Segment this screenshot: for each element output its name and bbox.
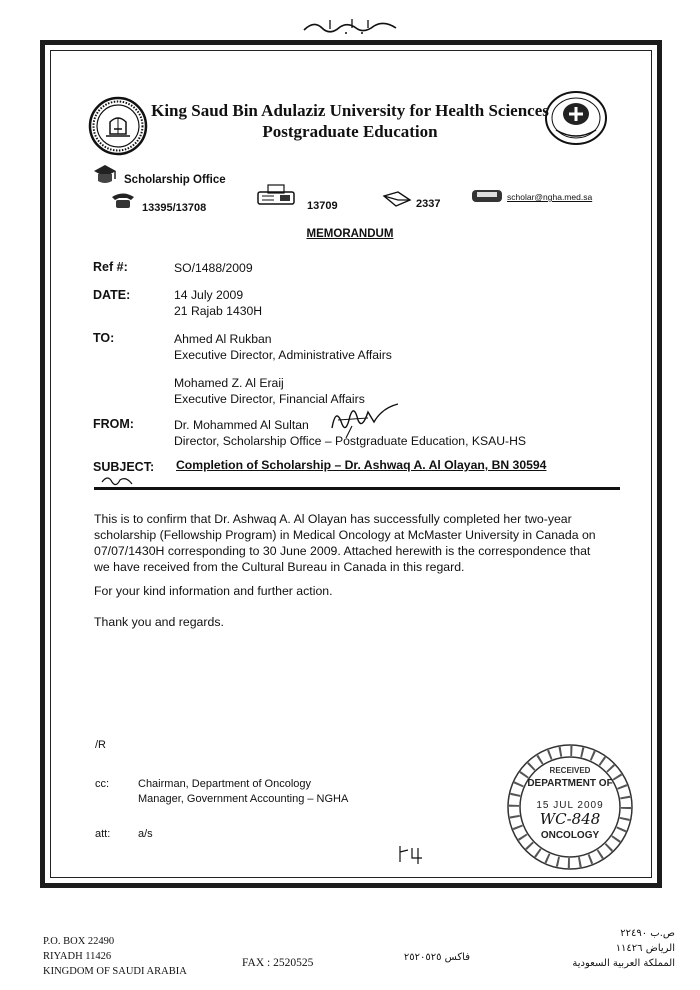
sender-name: Dr. Mohammed Al Sultan bbox=[174, 418, 309, 432]
att-value: a/s bbox=[138, 828, 153, 840]
to-label: TO: bbox=[93, 331, 115, 345]
cc-recipient: Chairman, Department of Oncology bbox=[138, 778, 312, 790]
footer-address-en bbox=[43, 934, 187, 979]
handwritten-mark bbox=[396, 842, 426, 866]
stamp-received: RECEIVED bbox=[549, 766, 591, 775]
university-seal-icon bbox=[88, 96, 148, 156]
date-label: DATE: bbox=[93, 288, 131, 302]
sender-title: Director, Scholarship Office – Postgraduate Education, KSAU-HS bbox=[174, 434, 527, 448]
date-gregorian: 14 July 2009 bbox=[174, 288, 244, 302]
stamp-department: DEPARTMENT OF bbox=[527, 778, 613, 789]
phone-number: 13395/13708 bbox=[142, 202, 207, 214]
footer-po-box: P.O. BOX 22490 bbox=[43, 936, 115, 947]
att-label: att: bbox=[95, 828, 111, 840]
signature bbox=[328, 398, 402, 442]
recipient-name: Ahmed Al Rukban bbox=[174, 332, 272, 346]
university-name: King Saud Bin Adulaziz University for Health Sciences bbox=[151, 101, 549, 120]
footer-country: KINGDOM OF SAUDI ARABIA bbox=[43, 966, 187, 977]
fax-number: 13709 bbox=[307, 200, 338, 212]
body-line: we have received from the Cultural Bureau in Canada in this regard. bbox=[94, 560, 465, 574]
email-device-icon bbox=[470, 186, 504, 206]
body-paragraph bbox=[94, 511, 622, 575]
footer-ar-city: الرياض ١١٤٢٦ bbox=[615, 943, 675, 954]
cc-list bbox=[138, 777, 348, 807]
graduation-cap-icon bbox=[92, 162, 118, 186]
ref-value: SO/1488/2009 bbox=[174, 261, 253, 275]
body-line: This is to confirm that Dr. Ashwaq A. Al Olayan has successfully completed her two-year bbox=[94, 512, 572, 526]
footer-fax-en: FAX : 2520525 bbox=[242, 957, 314, 969]
cc-recipient: Manager, Government Accounting – NGHA bbox=[138, 793, 349, 805]
footer-fax-ar: فاكس ٢٥٢٠٥٢٥ bbox=[403, 952, 470, 963]
stamp-handwritten-number: WC-848 bbox=[539, 810, 601, 828]
date-values bbox=[174, 287, 262, 319]
recipient-name: Mohamed Z. Al Eraij bbox=[174, 376, 284, 390]
ref-label: Ref #: bbox=[93, 260, 128, 274]
footer-ar-country: المملكة العربية السعودية bbox=[572, 958, 675, 969]
subject-divider bbox=[94, 487, 620, 490]
subject-label: SUBJECT: bbox=[93, 460, 155, 474]
footer-ar-po-box: ص.ب ٢٢٤٩٠ bbox=[620, 928, 675, 939]
memo-heading: MEMORANDUM bbox=[306, 228, 394, 240]
body-line: 07/07/1430H corresponding to 30 June 2009. Attached herewith is the correspondence that bbox=[94, 544, 591, 558]
kind-information-line: For your kind information and further action. bbox=[94, 584, 333, 598]
from-label: FROM: bbox=[93, 417, 134, 431]
recipient-title: Executive Director, Administrative Affairs bbox=[174, 348, 392, 362]
envelope-icon bbox=[382, 190, 412, 208]
mail-extension: 2337 bbox=[416, 198, 441, 210]
cc-label: cc: bbox=[95, 778, 110, 790]
closing-line: Thank you and regards. bbox=[94, 615, 224, 629]
bismillah-calligraphy bbox=[300, 14, 400, 36]
stamp-date: 15 JUL 2009 bbox=[536, 800, 604, 811]
date-hijri: 21 Rajab 1430H bbox=[174, 304, 263, 318]
subject-value: Completion of Scholarship – Dr. Ashwaq A. Al Olayan, BN 30594 bbox=[176, 458, 547, 472]
telephone-icon bbox=[110, 191, 136, 209]
footer-city: RIYADH 11426 bbox=[43, 951, 112, 962]
email-address: scholar@ngha.med.sa bbox=[507, 192, 593, 202]
fax-machine-icon bbox=[254, 182, 298, 206]
footer-address-ar bbox=[470, 926, 675, 971]
stamp-oncology: ONCOLOGY bbox=[540, 830, 600, 841]
body-line: scholarship (Fellowship Program) in Medical Oncology at McMaster University in Canada on bbox=[94, 528, 596, 542]
recipient-1 bbox=[174, 331, 392, 363]
department-name: Postgraduate Education bbox=[262, 122, 438, 141]
typist-initials: /R bbox=[95, 739, 106, 751]
received-stamp bbox=[505, 742, 635, 872]
university-title bbox=[150, 100, 550, 142]
hospital-seal-icon bbox=[544, 90, 608, 146]
scholarship-office-label: Scholarship Office bbox=[124, 174, 226, 186]
recipient-title: Executive Director, Financial Affairs bbox=[174, 392, 365, 406]
